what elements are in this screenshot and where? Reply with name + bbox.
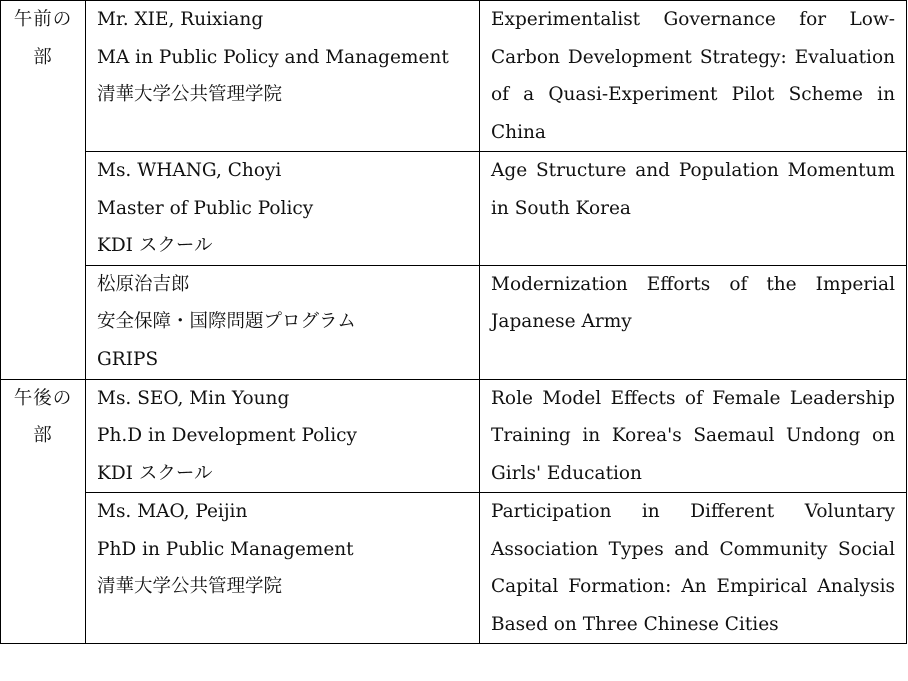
- presentation-title: Age Structure and Population Momentum in South Korea: [491, 160, 895, 219]
- presentation-title: Participation in Different Voluntary Association Types and Community Social Capital Formation: An Empirical Analysis Based on Three Chinese Cities: [491, 501, 895, 635]
- table-row: [1, 265, 907, 379]
- table-row: [1, 152, 907, 266]
- session-label-line: 午後の: [13, 387, 73, 409]
- presenter-name: 松原治吉郎: [97, 273, 190, 295]
- presenter-program: Ph.D in Development Policy: [97, 425, 357, 446]
- presentation-title-cell: [480, 265, 907, 379]
- presenter-name: Ms. MAO, Peijin: [97, 501, 248, 522]
- session-label-morning: [1, 1, 86, 380]
- presentation-title-cell: [480, 1, 907, 152]
- presentation-title-cell: [480, 152, 907, 266]
- presenter-cell: [86, 152, 480, 266]
- presenter-institution: 清華大学公共管理学院: [97, 576, 283, 597]
- presenter-cell: [86, 265, 480, 379]
- presenter-institution: KDI スクール: [97, 462, 213, 484]
- presenter-program: MA in Public Policy and Management: [97, 46, 449, 68]
- session-label-line: 部: [33, 425, 53, 446]
- presenter-program: PhD in Public Management: [97, 538, 354, 560]
- presentation-title: Role Model Effects of Female Leadership Training in Korea's Saemaul Undong on Girls' Education: [491, 387, 895, 484]
- presenter-cell: [86, 379, 480, 493]
- session-label-line: 部: [33, 46, 53, 68]
- presenter-institution: KDI スクール: [97, 235, 213, 256]
- presenter-name: Ms. SEO, Min Young: [97, 387, 290, 409]
- table-row: [1, 1, 907, 152]
- presenter-cell: [86, 1, 480, 152]
- presentation-title: Experimentalist Governance for Low-Carbon Development Strategy: Evaluation of a Quasi-Experiment Pilot Scheme in China: [491, 9, 895, 143]
- presenter-cell: [86, 493, 480, 644]
- presenter-institution: 清華大学公共管理学院: [97, 84, 283, 105]
- presenter-program: Master of Public Policy: [97, 197, 314, 219]
- session-label-line: 午前の: [13, 9, 73, 30]
- table-row: [1, 379, 907, 493]
- table-row: [1, 493, 907, 644]
- presentation-title-cell: [480, 379, 907, 493]
- session-label-afternoon: [1, 379, 86, 644]
- presenter-program: 安全保障・国際問題プログラム: [97, 311, 356, 332]
- presentation-title: Modernization Efforts of the Imperial Japanese Army: [491, 273, 895, 332]
- presenter-institution: GRIPS: [97, 348, 159, 370]
- presenter-name: Mr. XIE, Ruixiang: [97, 9, 264, 30]
- presenter-name: Ms. WHANG, Choyi: [97, 160, 282, 181]
- presentation-title-cell: [480, 493, 907, 644]
